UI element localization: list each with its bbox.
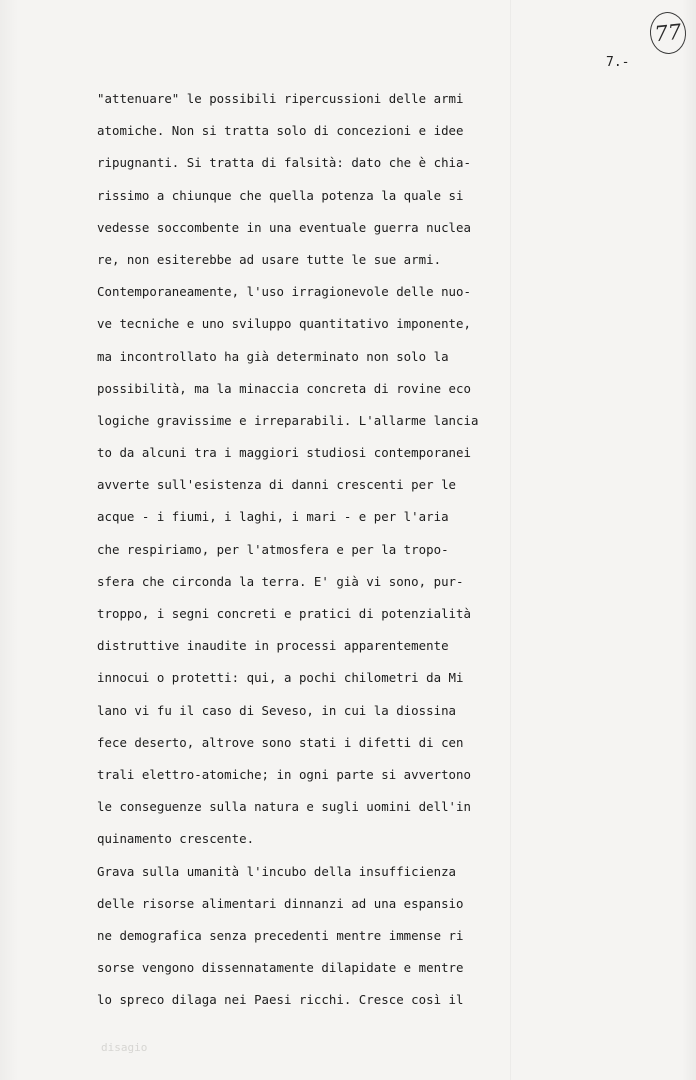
- text-line: to da alcuni tra i maggiori studiosi contemporanei: [97, 445, 471, 461]
- text-line: fece deserto, altrove sono stati i difetti di cen: [97, 734, 464, 750]
- text-line: avverte sull'esistenza di danni crescenti per le: [97, 477, 457, 493]
- text-line: atomiche. Non si tratta solo di concezioni e idee: [97, 123, 464, 139]
- text-line: rissimo a chiunque che quella potenza la quale si: [97, 187, 464, 203]
- text-line: sfera che circonda la terra. E' già vi sono, pur-: [97, 573, 464, 589]
- text-line: lano vi fu il caso di Seveso, in cui la diossina: [97, 702, 457, 718]
- faint-next-page-text: disagio: [101, 1041, 148, 1054]
- text-line: possibilità, ma la minaccia concreta di rovine eco: [97, 380, 471, 396]
- text-line: delle risorse alimentari dinnanzi ad una espansio: [97, 895, 464, 911]
- body-text: [97, 88, 517, 1021]
- text-line: "attenuare" le possibili ripercussioni delle armi: [97, 91, 464, 106]
- handwritten-page-stamp: 77: [648, 10, 688, 56]
- text-line: Grava sulla umanità l'incubo della insufficienza: [97, 863, 457, 879]
- page-number: 7.-: [606, 55, 630, 70]
- text-line: acque - i fiumi, i laghi, i mari - e per l'aria: [97, 509, 449, 525]
- text-line: ve tecniche e uno sviluppo quantitativo imponente,: [97, 316, 471, 332]
- text-line: distruttive inaudite in processi apparentemente: [97, 638, 449, 654]
- text-line: logiche gravissime e irreparabili. L'allarme lancia: [97, 412, 479, 428]
- text-line: troppo, i segni concreti e pratici di potenzialità: [97, 606, 471, 621]
- text-line: innocui o protetti: qui, a pochi chilometri da Mi: [97, 670, 464, 686]
- text-line: Contemporaneamente, l'uso irragionevole delle nuo-: [97, 284, 471, 300]
- text-line: ne demografica senza precedenti mentre immense ri: [97, 927, 464, 943]
- text-line: le conseguenze sulla natura e sugli uomini dell'in: [97, 799, 471, 815]
- text-line: ma incontrollato ha già determinato non solo la: [97, 348, 449, 364]
- text-line: vedesse soccombente in una eventuale guerra nuclea: [97, 219, 471, 235]
- text-line: quinamento crescente.: [97, 831, 255, 847]
- text-line: sorse vengono dissennatamente dilapidate e mentre: [97, 960, 464, 976]
- text-line: lo spreco dilaga nei Paesi ricchi. Cresce così il: [97, 992, 464, 1008]
- text-line: trali elettro-atomiche; in ogni parte si avvertono: [97, 766, 471, 782]
- text-line: re, non esiterebbe ad usare tutte le sue armi.: [97, 251, 442, 267]
- text-line: ripugnanti. Si tratta di falsità: dato che è chia-: [97, 155, 471, 171]
- text-line: che respiriamo, per l'atmosfera e per la tropo-: [97, 541, 449, 557]
